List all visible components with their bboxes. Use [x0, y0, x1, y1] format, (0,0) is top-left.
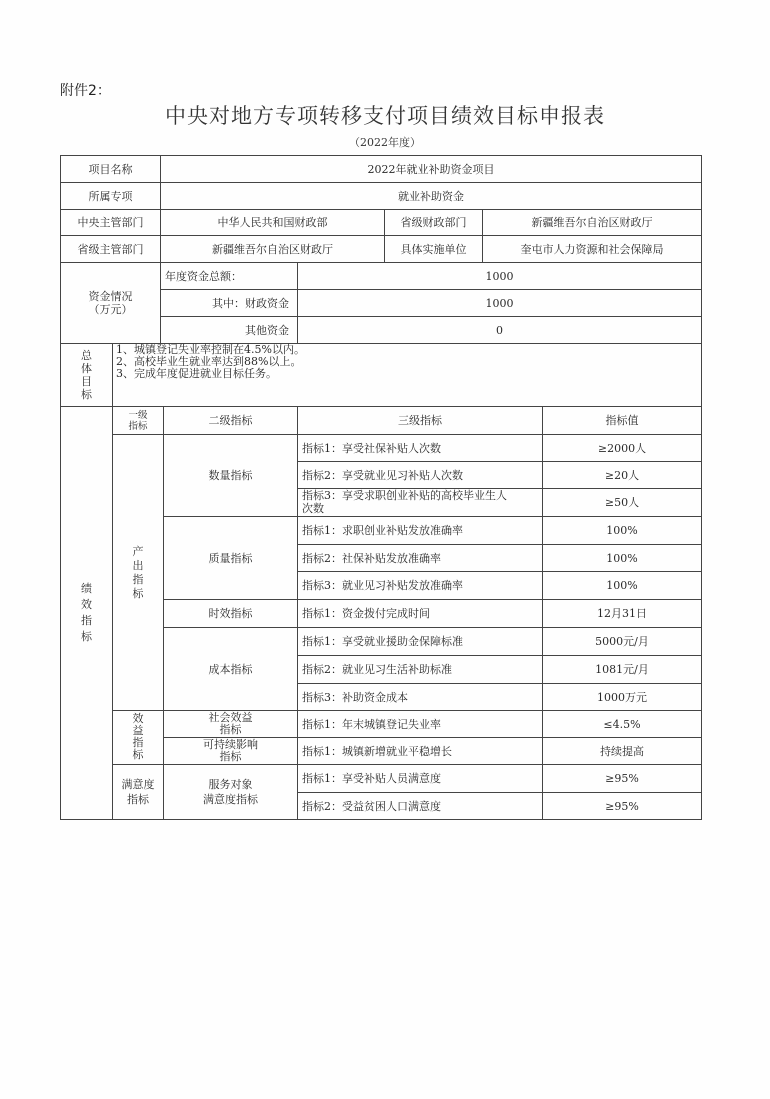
- indicator-value: 1000万元: [542, 683, 702, 711]
- prov-dept-value: 新疆维吾尔自治区财政厅: [160, 235, 385, 263]
- header-level1: [112, 406, 164, 435]
- prov-dept-label: 省级主管部门: [60, 235, 161, 263]
- indicator-name: [297, 488, 543, 517]
- funding-label: [60, 262, 161, 344]
- prov-finance-value: 新疆维吾尔自治区财政厅: [482, 209, 702, 236]
- sustain-label-line: 指标: [219, 750, 242, 763]
- indicator-name: 指标1：资金拨付完成时间: [297, 599, 543, 628]
- indicator-value: 5000元/月: [542, 627, 702, 656]
- satisfaction-indicator-label: [112, 764, 164, 820]
- indicator-name: 指标1：享受就业援助金保障标准: [297, 627, 543, 656]
- header-level1-line: 指标: [128, 420, 148, 432]
- goals-label-char: 目: [81, 375, 92, 388]
- project-name-label: 项目名称: [60, 155, 161, 183]
- indicator-name: 指标2：社保补贴发放准确率: [297, 544, 543, 572]
- header-level2: 二级指标: [163, 406, 298, 435]
- indicator-value: ≥95%: [542, 764, 702, 793]
- goals-label-char: 标: [81, 388, 92, 401]
- impl-unit-label: 具体实施单位: [384, 235, 483, 263]
- indicator-value: ≥20人: [542, 461, 702, 489]
- goal-item: 1、城镇登记失业率控制在4.5%以内。: [116, 343, 305, 356]
- project-name-value: 2022年就业补助资金项目: [160, 155, 702, 183]
- indicator-name: 指标1：享受社保补贴人次数: [297, 434, 543, 462]
- indicator-value: ≥2000人: [542, 434, 702, 462]
- indicator-name: 指标1：城镇新增就业平稳增长: [297, 737, 543, 765]
- goals-label-char: 体: [81, 362, 92, 375]
- benefit-label-char: 益: [132, 724, 144, 737]
- benefit-indicator-label: [112, 710, 164, 765]
- indicator-name-line: 指标3：享受求职创业补贴的高校毕业生人: [302, 489, 507, 502]
- output-label-char: 指: [132, 572, 144, 586]
- prov-finance-label: 省级财政部门: [384, 209, 483, 236]
- funding-fiscal-label: 其中：财政资金: [160, 289, 298, 317]
- indicator-name: 指标1：享受补贴人员满意度: [297, 764, 543, 793]
- sustain-label-line: 可持续影响: [203, 738, 258, 751]
- performance-label-char: 标: [81, 630, 92, 643]
- satisfaction-label-line: 指标: [127, 793, 149, 806]
- output-label-char: 标: [132, 586, 144, 600]
- indicator-value: 持续提高: [542, 737, 702, 765]
- sustain-impact-label: [163, 737, 298, 765]
- service-label-line: 服务对象: [208, 778, 253, 791]
- header-value: 指标值: [542, 406, 702, 435]
- service-satisfaction-label: [163, 764, 298, 820]
- indicator-value: ≤4.5%: [542, 710, 702, 738]
- output-indicator-label: [112, 434, 164, 711]
- central-dept-label: 中央主管部门: [60, 209, 161, 236]
- header-level3: 三级指标: [297, 406, 543, 435]
- indicator-name-line: 次数: [302, 502, 324, 515]
- category-value: 就业补助资金: [160, 182, 702, 210]
- funding-label-line1: 资金情况: [88, 290, 133, 303]
- funding-total-value: 1000: [297, 262, 702, 290]
- impl-unit-value: 奎屯市人力资源和社会保障局: [482, 235, 702, 263]
- social-label-line: 指标: [219, 723, 242, 736]
- indicator-value: 1081元/月: [542, 655, 702, 684]
- goals-label: [60, 343, 113, 407]
- indicator-value: ≥50人: [542, 488, 702, 517]
- indicator-value: 100%: [542, 516, 702, 545]
- cost-indicator-label: 成本指标: [163, 627, 298, 711]
- performance-label-char: 绩: [81, 582, 92, 595]
- funding-total-label: 年度资金总额：: [160, 262, 298, 290]
- goals-list: [112, 343, 702, 407]
- indicator-name: 指标2：就业见习生活补助标准: [297, 655, 543, 684]
- satisfaction-label-line: 满意度: [121, 778, 155, 791]
- page-subtitle: （2022年度）: [349, 136, 421, 149]
- central-dept-value: 中华人民共和国财政部: [160, 209, 385, 236]
- performance-label: [60, 406, 113, 820]
- quantity-indicator-label: 数量指标: [163, 434, 298, 517]
- indicator-value: 100%: [542, 544, 702, 572]
- performance-label-char: 指: [81, 614, 92, 627]
- header-level1-line: 一级: [128, 409, 148, 421]
- service-label-line: 满意度指标: [203, 793, 258, 806]
- indicator-name: 指标3：就业见习补贴发放准确率: [297, 571, 543, 600]
- benefit-label-char: 效: [132, 712, 144, 725]
- indicator-value: 12月31日: [542, 599, 702, 628]
- social-label-line: 社会效益: [208, 711, 253, 724]
- indicator-name: 指标3：补助资金成本: [297, 683, 543, 711]
- performance-label-char: 效: [81, 598, 92, 611]
- goals-label-char: 总: [81, 349, 92, 362]
- indicator-value: 100%: [542, 571, 702, 600]
- indicator-name: 指标2：受益贫困人口满意度: [297, 792, 543, 820]
- goal-item: 3、完成年度促进就业目标任务。: [116, 367, 277, 380]
- funding-other-value: 0: [297, 316, 702, 344]
- goal-item: 2、高校毕业生就业率达到88%以上。: [116, 355, 302, 368]
- indicator-name: 指标2：享受就业见习补贴人次数: [297, 461, 543, 489]
- funding-label-line2: （万元）: [88, 303, 133, 316]
- indicator-value: ≥95%: [542, 792, 702, 820]
- timeliness-indicator-label: 时效指标: [163, 599, 298, 628]
- indicator-name: 指标1：求职创业补贴发放准确率: [297, 516, 543, 545]
- indicator-name: 指标1：年末城镇登记失业率: [297, 710, 543, 738]
- attachment-label: 附件2：: [60, 83, 111, 99]
- benefit-label-char: 指: [132, 736, 144, 749]
- output-label-char: 产: [132, 544, 144, 558]
- category-label: 所属专项: [60, 182, 161, 210]
- funding-other-label: 其他资金: [160, 316, 298, 344]
- quality-indicator-label: 质量指标: [163, 516, 298, 600]
- social-benefit-label: [163, 710, 298, 738]
- funding-fiscal-value: 1000: [297, 289, 702, 317]
- output-label-char: 出: [132, 558, 144, 572]
- benefit-label-char: 标: [132, 748, 144, 761]
- page-title: 中央对地方专项转移支付项目绩效目标申报表: [165, 104, 605, 128]
